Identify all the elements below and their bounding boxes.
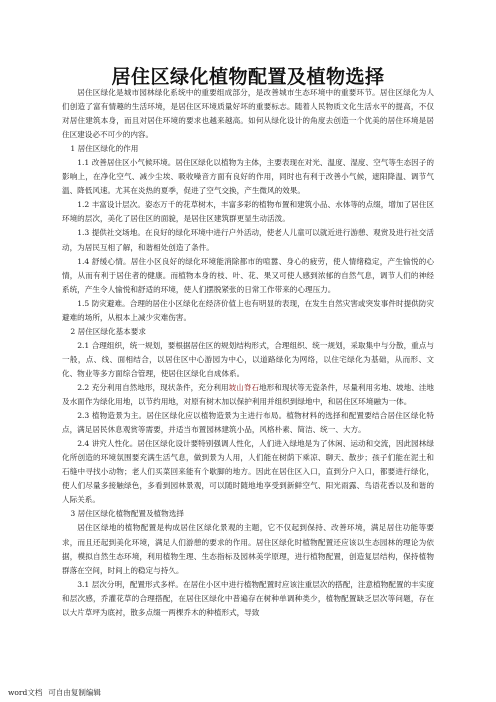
highlighted-text: 坡山脊石: [228, 382, 260, 392]
section-heading: 2 居住区绿化基本要求: [70, 326, 146, 336]
section-heading: 3 居住区绿化植物配置及植物选择: [70, 509, 184, 519]
body-paragraph: 1.4 舒缓心情。居住小区良好的绿化环境能消除都市的喧嚣、身心的疲劳，使人情绪稳定，产生愉悦的心情，从而有利于居住者的健康。而植物本身的枝、叶、花、果又可使人感到浓郁的自然气息，调节人们的神经系统，产生令人愉悦和舒适的环境，使人们摆脱紧张的日常工作带来的心理压力。: [62, 256, 434, 294]
text-run: 2.2 充分利用自然地形，现状条件，充分利用: [77, 382, 229, 392]
text-run: 地形和现状等无瓷条件，尽量利用劣地、坡地、洼地及水面作为绿化用地，以节约用地，对原有树木加以保护利用并组织到绿地中，和居住区环境融为一体。: [62, 382, 434, 407]
body-paragraph: 1.3 提供社交场地。在良好的绿化环境中进行户外活动，使老人儿童可以就近进行游憩、观赏及进行社交活动，为居民互相了解，和谐相处创造了条件。: [62, 228, 434, 252]
body-paragraph: 2.1 合理组织，统一规划，要根据居住区的规划结构形式，合理组织、统一规划，采取集中与分散，重点与一般，点、线、面相结合，以居住区中心游园为中心，以道路绿化为网络，以住宅绿化为基础，从而形、文化、物业等多方面综合管理，使居住区绿化自成体系。: [62, 340, 434, 378]
body-paragraph: 1.5 防灾避难。合理的居住小区绿化在经济价值上也有明显的表现，在发生自然灾害或突发事件时提供防灾避难的场所，从根本上减少灾难伤害。: [62, 298, 434, 322]
section-heading: 1 居住区绿化的作用: [70, 144, 139, 154]
body-paragraph: 1.1 改善居住区小气候环境。居住区绿化以植物为主体，主要表现在对光、温度、湿度、空气等生态因子的影响上，在净化空气、减少尘埃、吸收噪音方面有良好的作用，同时也有利于改善小气候，遮阳降温、调节气温、降低风速。尤其在炎热的夏季，促进了空气交换，产生微风的效果。: [62, 158, 434, 196]
body-paragraph: 2.3 植物造景为主。居住区绿化应以植物造景为主进行布局。植物材料的选择和配置要结合居住区绿化特点，满足居民休息观赏等需要，并适当布置园林建筑小品，风格朴素、简洁、统一、大方。: [62, 411, 434, 435]
body-paragraph: 2.4 讲究人性化。居住区绿化设计要特别强调人性化，人们进入绿地是为了休闲、运动和交流，因此园林绿化所创造的环境氛围要充满生活气息，做到景为人用，人们能在树荫下乘凉、聊天、散步；孩子们能在泥土和石缝中寻找小动物；老人们买菜回来能有个歇脚的地方。因此在居住区入口，直到分户入口，都要进行绿化，使人们尽量多接触绿色，多看到园林景观，可以随时随地地享受到新鲜空气、阳光雨露、鸟语花香以及和谐的人际关系。: [62, 439, 434, 505]
body-paragraph: 3.1 层次分明，配置形式多样。在居住小区中进行植物配置时应该注重层次的搭配，注意植物配置的丰实度和层次感，乔灌花草的合理搭配，在居住区绿化中普遍存在树种单调种类少，植物配置缺乏层次等问题，存在以大片草坪为底衬，散多点缀一两棵乔木的种植形式，导致: [62, 579, 434, 617]
intro-paragraph: 居住区绿化是城市园林绿化系统中的重要组成部分，是改善城市生态环境中的重要环节。居住区绿化为人们创造了富有情趣的生活环境，是居住区环境质量好坏的重要标志。随着人民物质文化生活水平的提高，不仅对居住建筑本身，而且对居住环境的要求也越来越高。如何从绿化设计的角度去创造一个优美的居住环境是居住区建设必不可少的内容。: [62, 88, 434, 140]
page-footer: [8, 687, 101, 698]
body-paragraph: 居住区绿地的植物配置是构成居住区绿化景观的主题，它不仅起到保持、改善环境，满足居住功能等要求，而且还起到美化环境，满足人们游憩的要求的作用。居住区绿化时植物配置还应该以生态园林的理论为依据，模拟自然生态环境，利用植物生理、生态指标及园林美学原理，进行植物配置，创造复层结构，保持植物群落在空间，时间上的稳定与持久。: [62, 523, 434, 575]
document-title: 居住区绿化植物配置及植物选择: [111, 66, 385, 88]
document-body: [62, 86, 434, 660]
footer-note: 可自由复制编辑: [48, 688, 101, 697]
body-paragraph: [62, 381, 434, 409]
body-paragraph: 1.2 丰富设计层次。姿态万千的花草树木，丰富多彩的植物布置和建筑小品、水体等的点缀，增加了居住区环境的层次，美化了居住区的面貌，是居住区建筑群更显生动活泼。: [62, 200, 434, 224]
footer-brand: word文档: [8, 688, 43, 697]
